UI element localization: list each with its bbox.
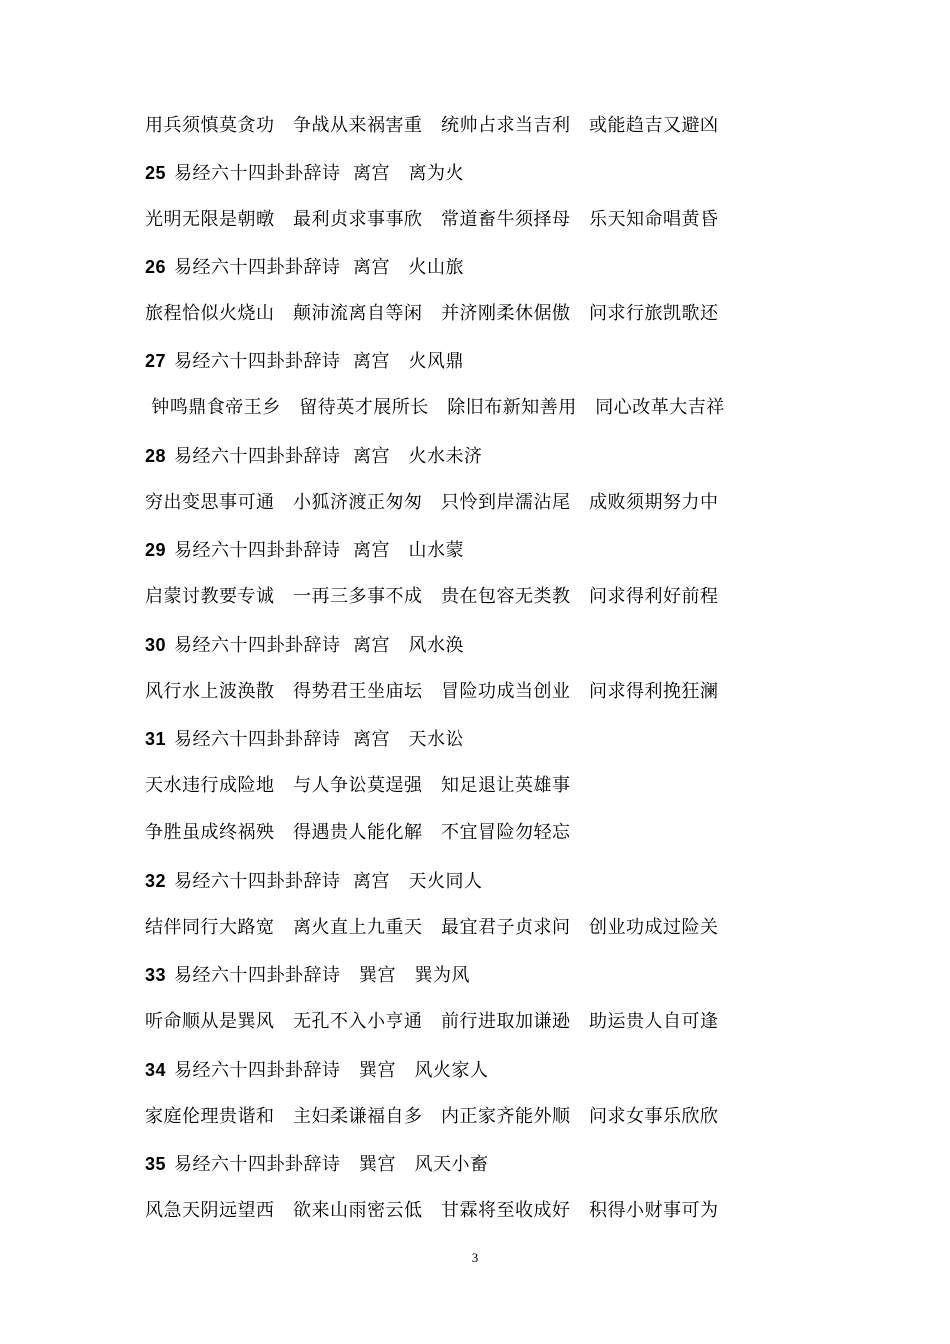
- hexagram-number: 28: [145, 446, 167, 466]
- line-10: 29 易经六十四卦卦辞诗 离宫 山水蒙: [145, 540, 464, 561]
- line-13: 风行水上波涣散 得势君王坐庙坛 冒险功成当创业 问求得利挽狂澜: [145, 681, 719, 702]
- line-19: 33 易经六十四卦卦辞诗 巽宫 巽为风: [145, 965, 471, 986]
- line-17: 32 易经六十四卦卦辞诗 离宫 天火同人: [145, 871, 483, 892]
- line-24: 风急天阴远望西 欲来山雨密云低 甘霖将至收成好 积得小财事可为: [145, 1200, 719, 1221]
- line-8: 28 易经六十四卦卦辞诗 离宫 火水未济: [145, 446, 483, 467]
- line-3: 光明无限是朝暾 最利贞求事事欣 常道畜牛须择母 乐天知命唱黄昏: [145, 209, 719, 230]
- hexagram-number: 32: [145, 871, 167, 891]
- hexagram-number: 30: [145, 635, 167, 655]
- line-23: 35 易经六十四卦卦辞诗 巽宫 风天小畜: [145, 1154, 489, 1175]
- line-21: 34 易经六十四卦卦辞诗 巽宫 风火家人: [145, 1060, 489, 1081]
- line-4: 26 易经六十四卦卦辞诗 离宫 火山旅: [145, 257, 464, 278]
- hexagram-number: 34: [145, 1060, 167, 1080]
- line-6: 27 易经六十四卦卦辞诗 离宫 火风鼎: [145, 351, 464, 372]
- hexagram-number: 31: [145, 729, 167, 749]
- hexagram-number: 25: [145, 163, 167, 183]
- line-15: 天水违行成险地 与人争讼莫逞强 知足退让英雄事: [145, 775, 571, 796]
- line-9: 穷出变思事可通 小狐济渡正匆匆 只怜到岸濡沾尾 成败须期努力中: [145, 492, 719, 513]
- line-20: 听命顺从是巽风 无孔不入小亨通 前行进取加谦逊 助运贵人自可逢: [145, 1011, 719, 1032]
- hexagram-number: 27: [145, 351, 167, 371]
- hexagram-number: 33: [145, 965, 167, 985]
- line-22: 家庭伦理贵谐和 主妇柔谦福自多 内正家齐能外顺 问求女事乐欣欣: [145, 1106, 719, 1127]
- line-18: 结伴同行大路宽 离火直上九重天 最宜君子贞求问 创业功成过险关: [145, 917, 719, 938]
- line-16: 争胜虽成终祸殃 得遇贵人能化解 不宜冒险勿轻忘: [145, 822, 571, 843]
- line-14: 31 易经六十四卦卦辞诗 离宫 天水讼: [145, 729, 464, 750]
- page-number: 3: [471, 1250, 479, 1265]
- hexagram-number: 29: [145, 540, 167, 560]
- line-2: 25 易经六十四卦卦辞诗 离宫 离为火: [145, 163, 464, 184]
- line-5: 旅程恰似火烧山 颠沛流离自等闲 并济刚柔休倨傲 问求行旅凯歌还: [145, 303, 719, 324]
- hexagram-number: 35: [145, 1154, 167, 1174]
- line-12: 30 易经六十四卦卦辞诗 离宫 风水涣: [145, 635, 464, 656]
- line-1: 用兵须慎莫贪功 争战从来祸害重 统帅占求当吉利 或能趋吉又避凶: [145, 115, 719, 136]
- line-7: 钟鸣鼎食帝王乡 留待英才展所长 除旧布新知善用 同心改革大吉祥: [145, 397, 725, 418]
- hexagram-number: 26: [145, 257, 167, 277]
- line-11: 启蒙讨教要专诚 一再三多事不成 贵在包容无类教 问求得利好前程: [145, 586, 719, 607]
